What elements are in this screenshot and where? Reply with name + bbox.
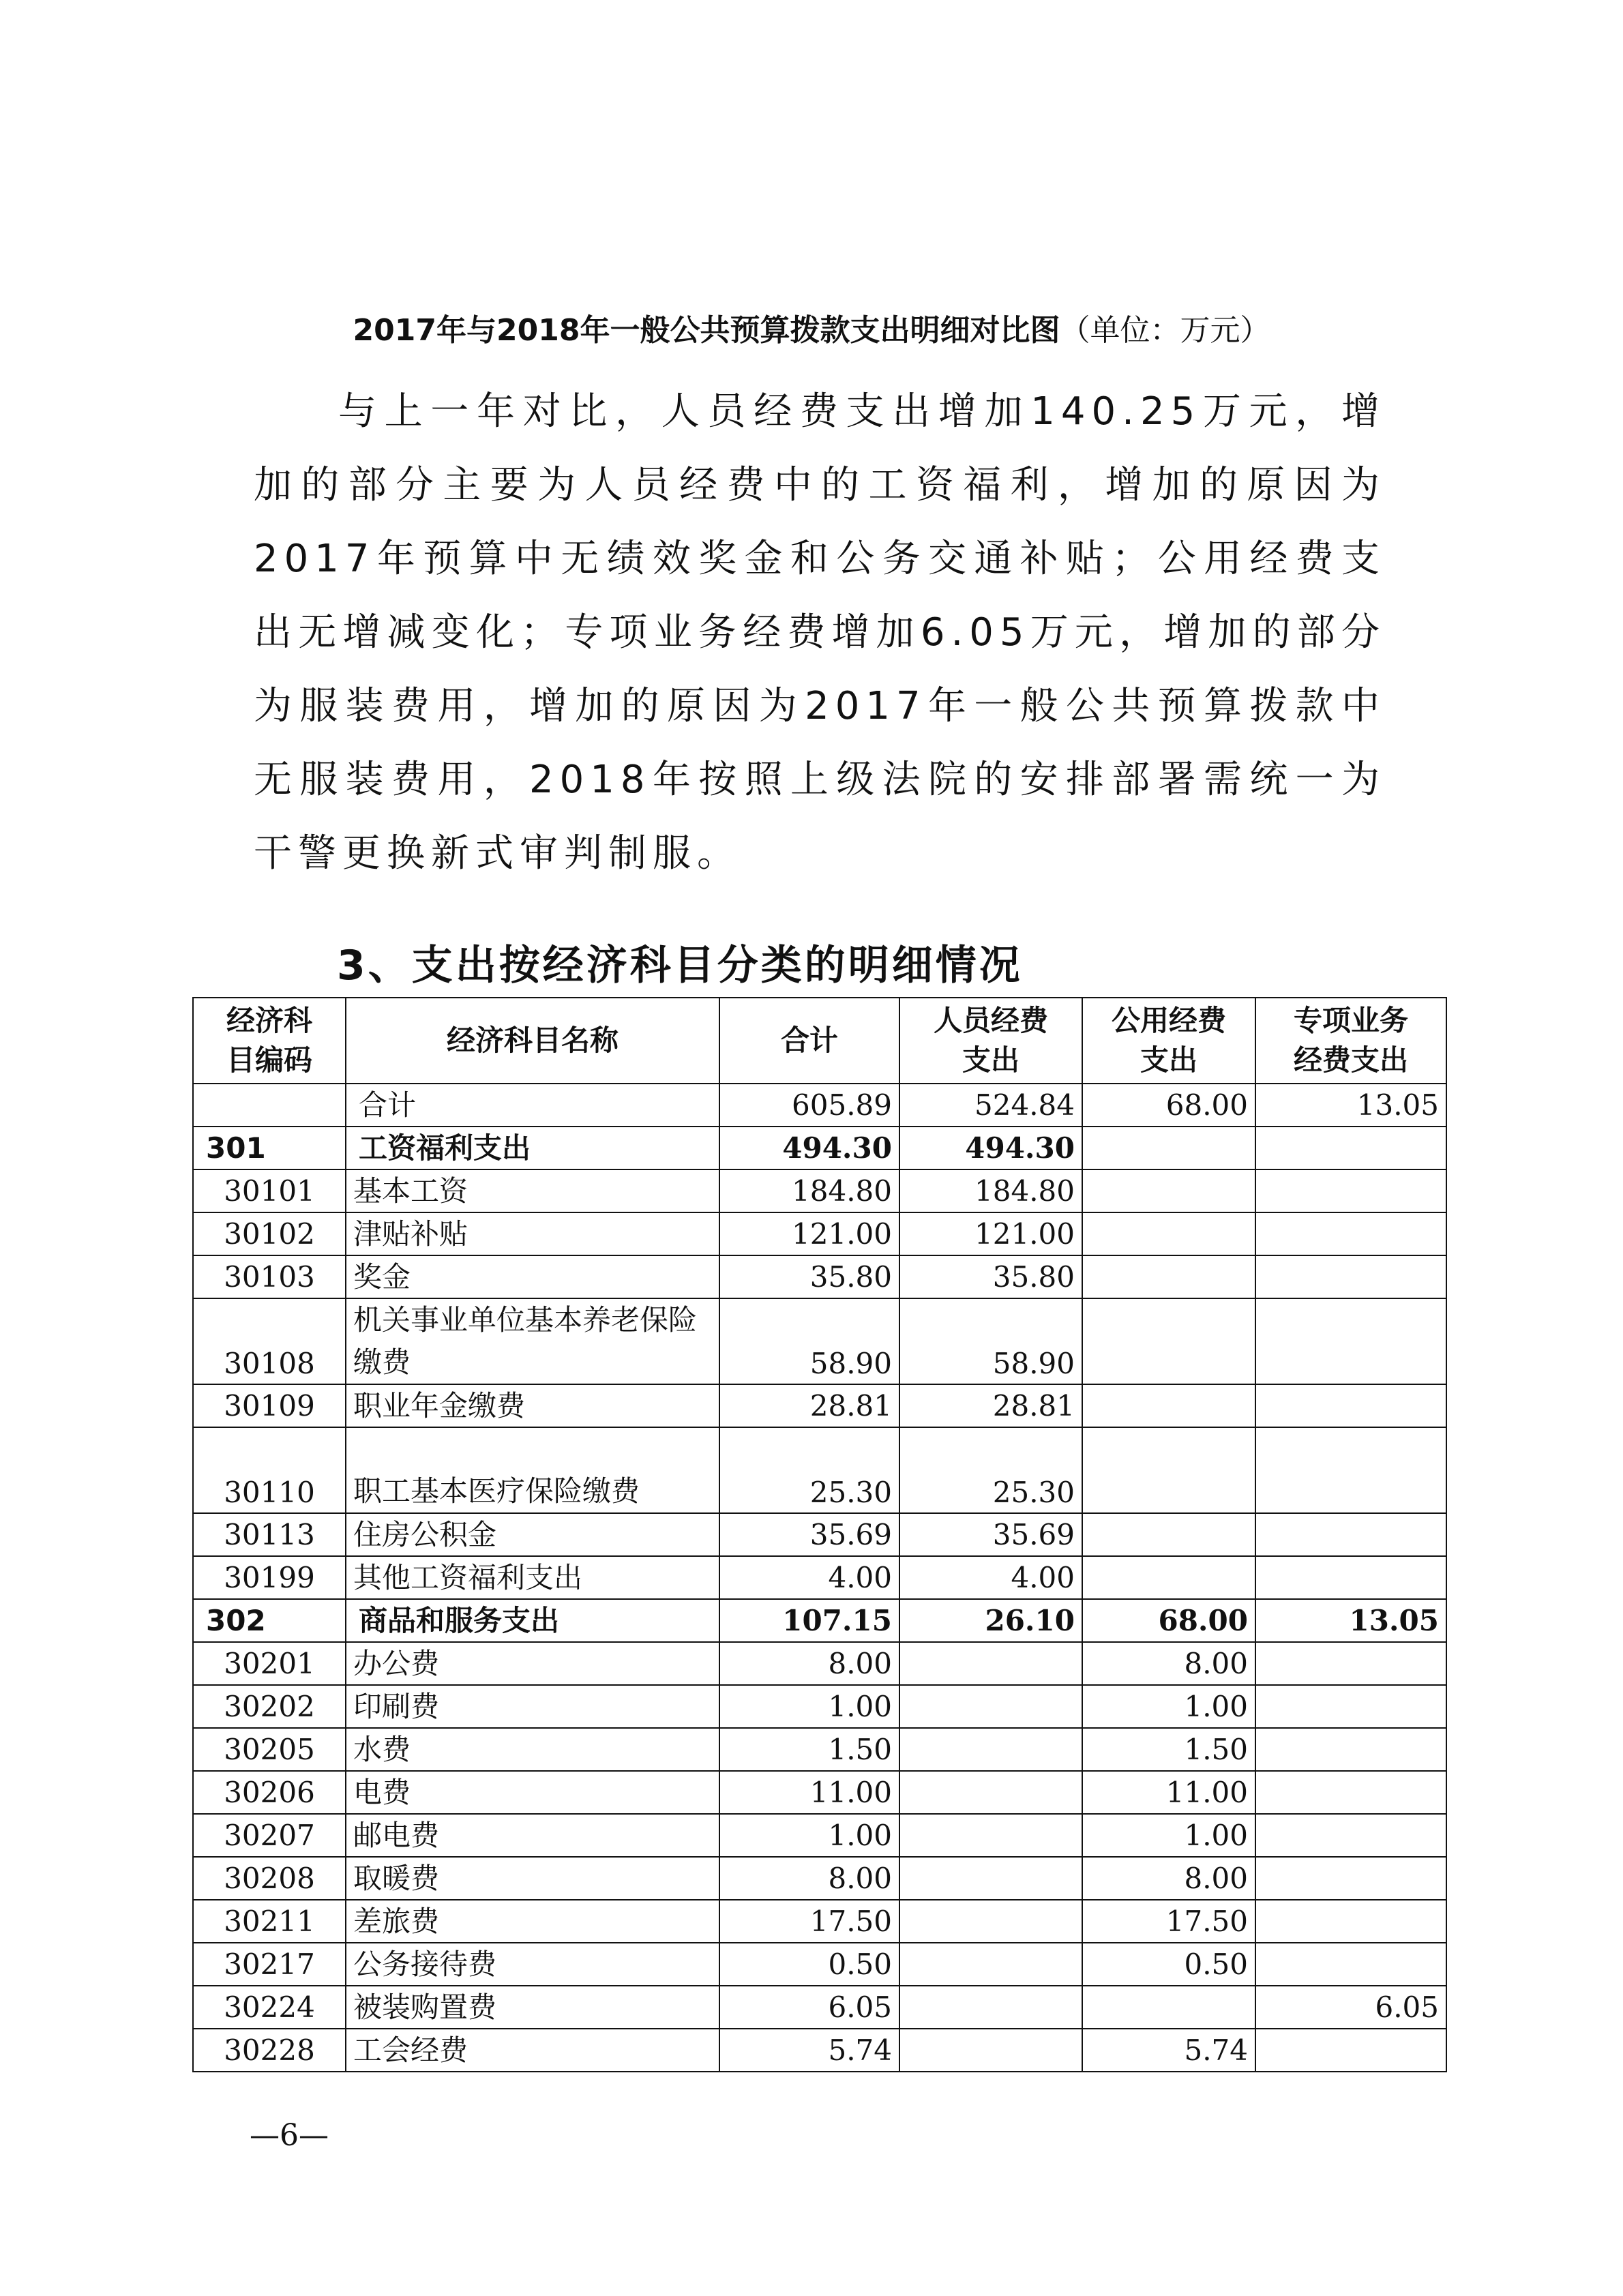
table-row — [193, 1986, 1446, 2029]
cell-public: 1.50 — [1082, 1728, 1255, 1771]
cell-public — [1082, 1127, 1255, 1169]
cell-special — [1255, 1427, 1446, 1513]
cell-code: 30228 — [193, 2029, 346, 2072]
cell-name: 工会经费 — [346, 2029, 719, 2072]
cell-code: 30201 — [193, 1642, 346, 1685]
cell-total: 6.05 — [719, 1986, 899, 2029]
cell-total: 107.15 — [719, 1599, 899, 1642]
cell-total: 184.80 — [719, 1169, 899, 1212]
table-row — [193, 1212, 1446, 1255]
cell-code: 30110 — [193, 1427, 346, 1513]
cell-public: 1.00 — [1082, 1685, 1255, 1728]
cell-personnel: 121.00 — [899, 1212, 1082, 1255]
cell-total: 8.00 — [719, 1857, 899, 1900]
cell-name: 机关事业单位基本养老保险缴费 — [346, 1298, 719, 1384]
cell-public: 5.74 — [1082, 2029, 1255, 2072]
header-special: 专项业务 经费支出 — [1255, 998, 1446, 1084]
table-row — [193, 1556, 1446, 1599]
header-personnel: 人员经费 支出 — [899, 998, 1082, 1084]
cell-code — [193, 1084, 346, 1127]
cell-code: 30207 — [193, 1814, 346, 1857]
cell-public — [1082, 1427, 1255, 1513]
caption-unit: （单位：万元） — [1060, 313, 1270, 348]
cell-total: 35.69 — [719, 1513, 899, 1556]
cell-public: 1.00 — [1082, 1814, 1255, 1857]
cell-total: 25.30 — [719, 1427, 899, 1513]
cell-personnel — [899, 2029, 1082, 2072]
cell-code: 30211 — [193, 1900, 346, 1943]
table-row — [193, 1685, 1446, 1728]
cell-total: 494.30 — [719, 1127, 899, 1169]
cell-personnel: 524.84 — [899, 1084, 1082, 1127]
cell-special — [1255, 1169, 1446, 1212]
cell-special — [1255, 1212, 1446, 1255]
cell-name: 合计 — [346, 1084, 719, 1127]
cell-public — [1082, 1169, 1255, 1212]
cell-public — [1082, 1556, 1255, 1599]
cell-name: 被装购置费 — [346, 1986, 719, 2029]
cell-total: 1.00 — [719, 1814, 899, 1857]
cell-name: 基本工资 — [346, 1169, 719, 1212]
cell-personnel — [899, 1814, 1082, 1857]
cell-total: 121.00 — [719, 1212, 899, 1255]
cell-special — [1255, 1384, 1446, 1427]
cell-code: 30224 — [193, 1986, 346, 2029]
table-row — [193, 1771, 1446, 1814]
cell-name: 其他工资福利支出 — [346, 1556, 719, 1599]
cell-name: 奖金 — [346, 1255, 719, 1298]
table-row — [193, 1642, 1446, 1685]
cell-special — [1255, 1900, 1446, 1943]
cell-special — [1255, 2029, 1446, 2072]
cell-total: 11.00 — [719, 1771, 899, 1814]
cell-code: 30103 — [193, 1255, 346, 1298]
cell-personnel — [899, 1943, 1082, 1986]
cell-total: 8.00 — [719, 1642, 899, 1685]
cell-total: 605.89 — [719, 1084, 899, 1127]
cell-name: 住房公积金 — [346, 1513, 719, 1556]
cell-code: 30208 — [193, 1857, 346, 1900]
cell-special — [1255, 1513, 1446, 1556]
cell-personnel — [899, 1685, 1082, 1728]
cell-personnel: 494.30 — [899, 1127, 1082, 1169]
cell-special: 13.05 — [1255, 1599, 1446, 1642]
comparison-paragraph: 与上一年对比，人员经费支出增加140.25万元，增加的部分主要为人员经费中的工资福利，增加的原因为2017年预算中无绩效奖金和公务交通补贴；公用经费支出无增减变化；专项业务经费增加6.05万元，增加的部分为服装费用，增加的原因为2017年一般公共预算拨款中无服装费用，2018年按照上级法院的安排部署需统一为干警更换新式审判制服。 — [254, 389, 1386, 876]
table-row — [193, 1599, 1446, 1642]
cell-personnel — [899, 1900, 1082, 1943]
cell-name: 商品和服务支出 — [346, 1599, 719, 1642]
table-row — [193, 1814, 1446, 1857]
table-row — [193, 1513, 1446, 1556]
cell-name: 水费 — [346, 1728, 719, 1771]
cell-special: 6.05 — [1255, 1986, 1446, 2029]
cell-personnel — [899, 1771, 1082, 1814]
cell-name: 印刷费 — [346, 1685, 719, 1728]
cell-public — [1082, 1298, 1255, 1384]
cell-code: 30108 — [193, 1298, 346, 1384]
cell-personnel — [899, 1728, 1082, 1771]
cell-public: 17.50 — [1082, 1900, 1255, 1943]
cell-public: 8.00 — [1082, 1857, 1255, 1900]
cell-name: 办公费 — [346, 1642, 719, 1685]
header-name: 经济科目名称 — [346, 998, 719, 1084]
table-row — [193, 1255, 1446, 1298]
section-heading: 3、支出按经济科目分类的明细情况 — [337, 942, 1023, 989]
cell-name: 邮电费 — [346, 1814, 719, 1857]
cell-name: 工资福利支出 — [346, 1127, 719, 1169]
cell-special — [1255, 1685, 1446, 1728]
table-row — [193, 1427, 1446, 1513]
cell-personnel: 35.69 — [899, 1513, 1082, 1556]
cell-public: 68.00 — [1082, 1084, 1255, 1127]
cell-total: 5.74 — [719, 2029, 899, 2072]
cell-code: 30109 — [193, 1384, 346, 1427]
cell-personnel: 4.00 — [899, 1556, 1082, 1599]
cell-special — [1255, 1728, 1446, 1771]
cell-name: 公务接待费 — [346, 1943, 719, 1986]
cell-total: 1.00 — [719, 1685, 899, 1728]
table-row — [193, 1900, 1446, 1943]
cell-code: 30101 — [193, 1169, 346, 1212]
cell-personnel: 184.80 — [899, 1169, 1082, 1212]
cell-total: 4.00 — [719, 1556, 899, 1599]
cell-code: 301 — [193, 1127, 346, 1169]
cell-public: 8.00 — [1082, 1642, 1255, 1685]
cell-public: 0.50 — [1082, 1943, 1255, 1986]
cell-total: 1.50 — [719, 1728, 899, 1771]
cell-code: 30102 — [193, 1212, 346, 1255]
cell-name: 电费 — [346, 1771, 719, 1814]
cell-personnel: 58.90 — [899, 1298, 1082, 1384]
cell-special — [1255, 1255, 1446, 1298]
cell-name: 取暖费 — [346, 1857, 719, 1900]
cell-special — [1255, 1556, 1446, 1599]
cell-code: 30206 — [193, 1771, 346, 1814]
cell-total: 28.81 — [719, 1384, 899, 1427]
header-code: 经济科 目编码 — [193, 998, 346, 1084]
economic-classification-table — [192, 997, 1447, 2072]
cell-personnel — [899, 1857, 1082, 1900]
cell-public: 11.00 — [1082, 1771, 1255, 1814]
cell-personnel: 25.30 — [899, 1427, 1082, 1513]
cell-name: 职业年金缴费 — [346, 1384, 719, 1427]
cell-public — [1082, 1513, 1255, 1556]
cell-total: 0.50 — [719, 1943, 899, 1986]
cell-code: 30205 — [193, 1728, 346, 1771]
table-row — [193, 1728, 1446, 1771]
cell-total: 58.90 — [719, 1298, 899, 1384]
cell-code: 302 — [193, 1599, 346, 1642]
cell-code: 30199 — [193, 1556, 346, 1599]
table-row — [193, 1169, 1446, 1212]
cell-personnel — [899, 1986, 1082, 2029]
cell-personnel: 26.10 — [899, 1599, 1082, 1642]
caption-title: 2017年与2018年一般公共预算拨款支出明细对比图 — [353, 313, 1060, 348]
cell-code: 30217 — [193, 1943, 346, 1986]
cell-public — [1082, 1384, 1255, 1427]
cell-special — [1255, 1127, 1446, 1169]
cell-name: 职工基本医疗保险缴费 — [346, 1427, 719, 1513]
header-total: 合计 — [719, 998, 899, 1084]
table-row — [193, 1298, 1446, 1384]
cell-name: 津贴补贴 — [346, 1212, 719, 1255]
cell-public — [1082, 1212, 1255, 1255]
table-row — [193, 1857, 1446, 1900]
cell-special — [1255, 1642, 1446, 1685]
cell-total: 17.50 — [719, 1900, 899, 1943]
cell-code: 30202 — [193, 1685, 346, 1728]
cell-public — [1082, 1986, 1255, 2029]
cell-special — [1255, 1771, 1446, 1814]
cell-special — [1255, 1943, 1446, 1986]
cell-personnel: 35.80 — [899, 1255, 1082, 1298]
cell-personnel — [899, 1642, 1082, 1685]
cell-special — [1255, 1298, 1446, 1384]
cell-public: 68.00 — [1082, 1599, 1255, 1642]
cell-name: 差旅费 — [346, 1900, 719, 1943]
cell-special: 13.05 — [1255, 1084, 1446, 1127]
table-row — [193, 1943, 1446, 1986]
table-row — [193, 1127, 1446, 1169]
header-public: 公用经费 支出 — [1082, 998, 1255, 1084]
cell-personnel: 28.81 — [899, 1384, 1082, 1427]
table-total-row — [193, 1084, 1446, 1127]
cell-special — [1255, 1857, 1446, 1900]
cell-code: 30113 — [193, 1513, 346, 1556]
page-number: —6— — [250, 2118, 329, 2153]
table-row — [193, 2029, 1446, 2072]
table-header-row — [193, 998, 1446, 1084]
chart-caption — [0, 305, 1623, 349]
cell-total: 35.80 — [719, 1255, 899, 1298]
table-row — [193, 1384, 1446, 1427]
cell-special — [1255, 1814, 1446, 1857]
cell-public — [1082, 1255, 1255, 1298]
